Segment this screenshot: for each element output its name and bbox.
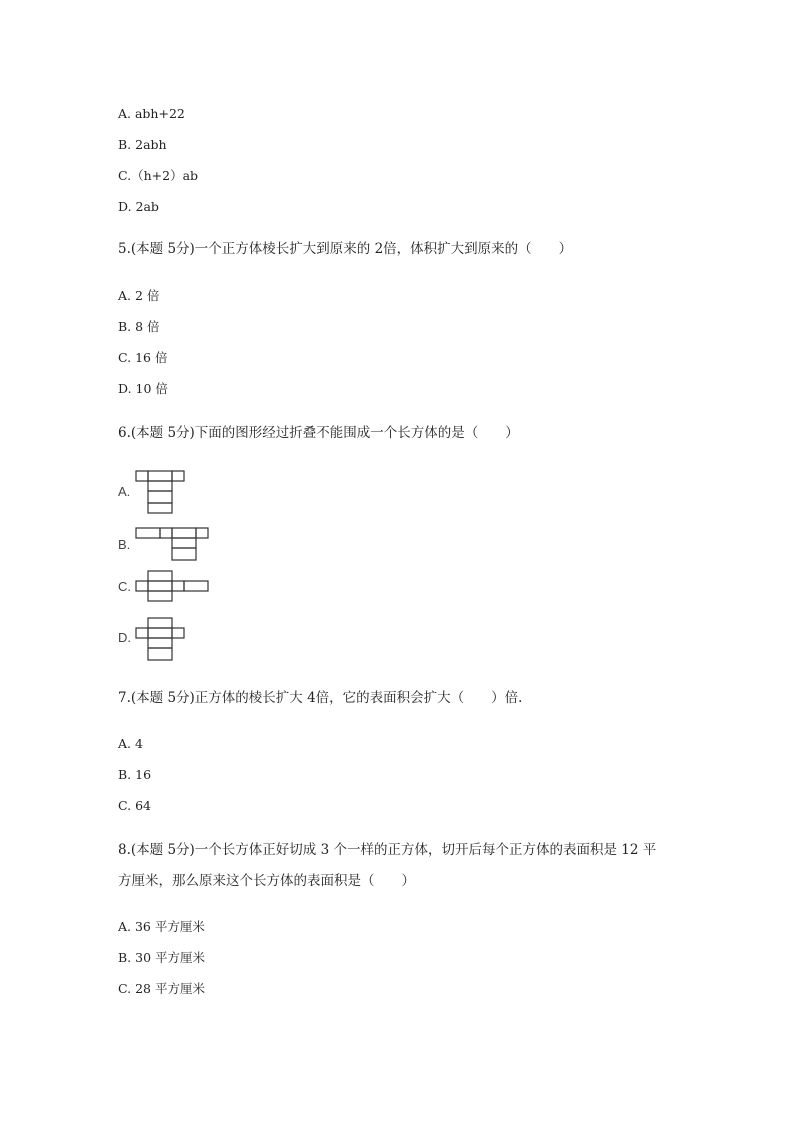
q4-option-a[interactable]: A. abh+22 bbox=[118, 106, 185, 121]
q8-stem-line1: 8.(本题 5分)一个长方体正好切成 3 个一样的正方体，切开后每个正方体的表面积是 12 平 bbox=[118, 842, 657, 858]
q6-net-b-figure[interactable] bbox=[134, 526, 214, 566]
q5-option-b[interactable]: B. 8 倍 bbox=[118, 319, 160, 334]
q5-option-a[interactable]: A. 2 倍 bbox=[118, 288, 160, 303]
q4-option-b[interactable]: B. 2abh bbox=[118, 137, 167, 152]
q6-net-d-figure[interactable] bbox=[134, 616, 194, 666]
q7-option-c[interactable]: C. 64 bbox=[118, 798, 151, 813]
q7-option-a[interactable]: A. 4 bbox=[118, 736, 143, 751]
q5-stem: 5.(本题 5分)一个正方体棱长扩大到原来的 2倍，体积扩大到原来的（ ） bbox=[118, 241, 573, 257]
q6-option-c-label[interactable]: C. bbox=[118, 579, 131, 594]
q8-option-b[interactable]: B. 30 平方厘米 bbox=[118, 950, 206, 965]
q7-option-b[interactable]: B. 16 bbox=[118, 767, 152, 782]
q6-net-c-figure[interactable] bbox=[134, 569, 214, 605]
q6-option-b-label[interactable]: B. bbox=[118, 537, 131, 552]
q8-option-a[interactable]: A. 36 平方厘米 bbox=[118, 919, 205, 934]
q5-option-c[interactable]: C. 16 倍 bbox=[118, 350, 168, 365]
q6-option-d-label[interactable]: D. bbox=[118, 630, 131, 645]
q4-option-d[interactable]: D. 2ab bbox=[118, 199, 159, 214]
q6-net-a-figure[interactable] bbox=[134, 469, 194, 519]
q5-option-d[interactable]: D. 10 倍 bbox=[118, 381, 168, 396]
q8-option-c[interactable]: C. 28 平方厘米 bbox=[118, 981, 205, 996]
q6-stem: 6.(本题 5分)下面的图形经过折叠不能围成一个长方体的是（ ） bbox=[118, 425, 519, 441]
q4-option-c[interactable]: C.（h+2）ab bbox=[118, 168, 199, 183]
q7-stem: 7.(本题 5分)正方体的棱长扩大 4倍，它的表面积会扩大（ ）倍. bbox=[118, 690, 523, 706]
q6-option-a-label[interactable]: A. bbox=[118, 484, 131, 499]
q8-stem-line2: 方厘米，那么原来这个长方体的表面积是（ ） bbox=[118, 873, 415, 889]
